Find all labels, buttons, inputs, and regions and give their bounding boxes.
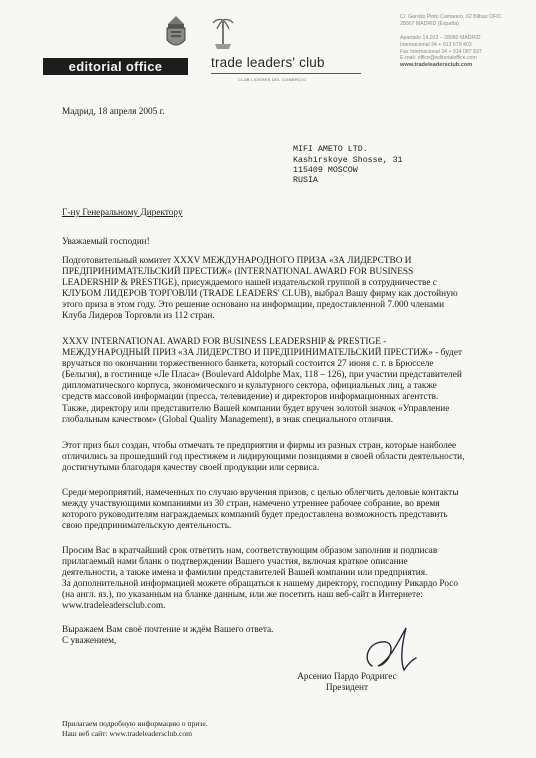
- paragraph-2: [62, 337, 472, 426]
- paragraph-4: [62, 488, 472, 532]
- contact-line: C/. Garrido Pinto Camarero, 62 Bilbao OFIC: [400, 14, 502, 20]
- text-line: МЕЖДУНАРОДНЫЙ ПРИЗ «ЗА ЛИДЕРСТВО И ПРЕДПРИНИМАТЕЛЬСКИЙ ПРЕСТИЖ» - будет: [62, 348, 463, 359]
- text-line: которого руководителям награждаемых компаний будет предоставлена возможность представить: [62, 510, 448, 521]
- footer-website: Наш веб сайт: www.tradeleadersclub.com: [62, 729, 193, 738]
- recipient-line: 115409 MOSCOW: [293, 166, 358, 175]
- text-line: Также, директору или представителю Вашей компании будет вручен золотой значок «Управление: [62, 403, 450, 414]
- text-line: XXXV INTERNATIONAL AWARD FOR BUSINESS LEADERSHIP & PRESTIGE -: [62, 337, 387, 347]
- text-line: этого приза в этом году. Это решение основано на информации, предоставленной 7.000 членами: [62, 300, 445, 311]
- handwritten-signature: [360, 620, 420, 680]
- attention-line: Г-ну Генеральному Директору: [62, 208, 183, 218]
- text-line: Клуба Лидеров Торговли из 112 стран.: [62, 311, 215, 322]
- crest-emblem-icon: [162, 14, 190, 52]
- text-line: (на англ. яз.), по указанным на бланке данным, или же посетить наш веб-сайт в Интернете:: [62, 590, 423, 601]
- contact-line: Apartado 14.013 – 28080 MADRID: [400, 34, 481, 41]
- paragraph-3: [62, 441, 472, 474]
- text-line: (Бельгия), в гостинице «Ле Пласа» (Boulevard Aldolphe Max, 118 – 126), при участии представителей: [62, 370, 462, 381]
- website-text: www.tradeleadersclub.com.: [62, 601, 166, 612]
- club-subtitle: CLUB LIDERES DEL COMERCIO: [238, 77, 307, 82]
- text-line: отличились за прошедший год престижем и лидирующими позициями в своей области деятельности,: [62, 452, 465, 463]
- trade-leaders-club-logo: trade leaders' club: [211, 55, 325, 70]
- text-line: Этот приз был создан, чтобы отмечать те предприятия и фирмы из разных стран, которые наиболее: [62, 441, 457, 451]
- contact-block: [400, 14, 534, 69]
- contact-line: [400, 28, 534, 35]
- signer-title: Президент: [325, 683, 369, 693]
- text-line: С уважением,: [62, 636, 117, 647]
- text-line: глобальным качеством» (Global Quality Management), в знак специального отличия.: [62, 414, 394, 425]
- text-line: вручаться по окончании торжественного банкета, который состоится 27 июня с. г. в Брюсселе: [62, 359, 434, 370]
- recipient-line: Kashirskoye Shosse, 31: [293, 156, 403, 165]
- contact-line: Internacional 34 + 913 679 403: [400, 41, 472, 48]
- text-line: Просим Вас в кратчайший срок ответить нам, соответствующим образом заполнив и подписав: [62, 546, 438, 556]
- text-line: КЛУБОМ ЛИДЕРОВ ТОРГОВЛИ (TRADE LEADERS' CLUB), выбрал Вашу фирму как достойную: [62, 289, 458, 300]
- text-line: Выражаем Вам своё почтение и ждём Вашего ответа.: [62, 625, 274, 635]
- text-line: прилагаемый нами бланк о подтверждении Вашего участия, включая краткое описание: [62, 557, 408, 568]
- text-line: Среди мероприятий, намеченных по случаю вручения призов, с целью облегчить деловые контакты: [62, 488, 459, 498]
- salutation: Уважаемый господин!: [62, 237, 150, 247]
- logo-divider: [211, 73, 361, 74]
- text-line: Подготовительный комитет XXXV МЕЖДУНАРОДНОГО ПРИЗА «ЗА ЛИДЕРСТВО И: [62, 256, 412, 266]
- text-line: деятельности, а также имена и фамилии представителей Вашей компании или предприятия.: [62, 568, 428, 579]
- text-line: свою предпринимательскую деятельность.: [62, 521, 232, 532]
- text-line: дипломатического корпуса, экономического и культурного сектора, официальных лиц, а также: [62, 381, 437, 392]
- footer-note: Прилагаем подробную информацию о призе.: [62, 719, 208, 728]
- contact-line: Fax Internacional 34 + 914 087 837: [400, 48, 482, 55]
- paragraph-5: [62, 546, 472, 613]
- text-line: За дополнительной информацией можете обращаться к нашему директору, господину Рикардо Росо: [62, 579, 458, 590]
- text-line: ПРЕДПРИНИМАТЕЛЬСКИЙ ПРЕСТИЖ» (INTERNATIONAL AWARD FOR BUSINESS: [62, 267, 414, 278]
- text-line: между участвующими компаниями из 30 стран, намечено утреннее рабочее собрание, во время: [62, 499, 440, 510]
- contact-line: E-mail: office@editorialoffice.com: [400, 55, 477, 62]
- contact-line: 28007 MADRID (España): [400, 20, 459, 27]
- text-line: средств массовой информации (пресса, телевидение) и директоров информационных агентств.: [62, 392, 439, 403]
- paragraph-1: [62, 256, 472, 323]
- dateline: Мадрид, 18 апреля 2005 г.: [62, 107, 165, 117]
- editorial-office-logo: editorial office: [43, 58, 188, 75]
- palm-emblem-icon: [209, 14, 237, 52]
- website-link[interactable]: www.tradeleadersclub.com: [400, 62, 473, 69]
- text-line: LEADERSHIP & PRESTIGE), присуждаемого нашей издательской группой в сотрудничестве с: [62, 278, 437, 289]
- recipient-line: RUSIA: [293, 176, 318, 185]
- text-line: достигнутыми благодаря качеству своей продукции или сервиса.: [62, 463, 320, 474]
- signer-name: Арсенио Пардо Родригес: [297, 672, 397, 682]
- recipient-line: MIFI AMETO LTD.: [293, 145, 368, 154]
